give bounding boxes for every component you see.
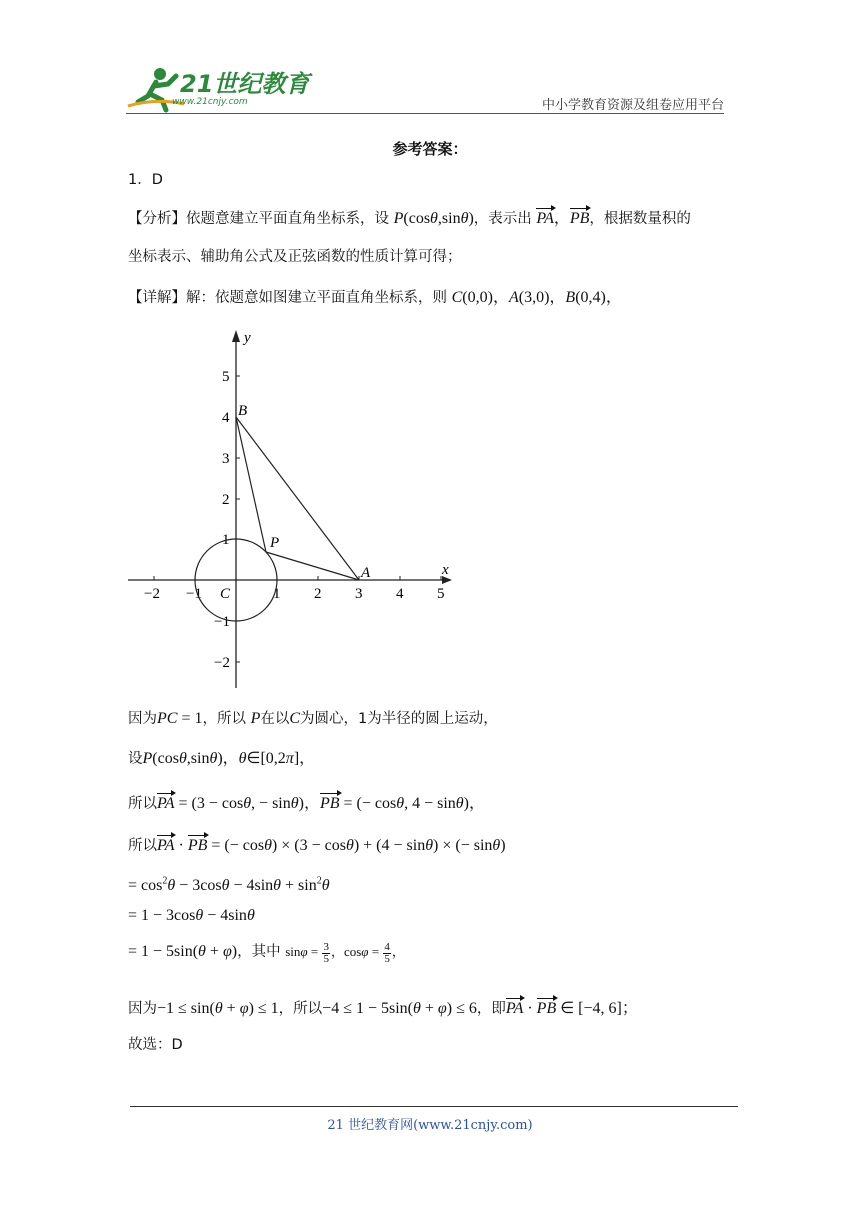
x-tick-label: 2 (314, 586, 322, 602)
y-tick-label: 4 (222, 410, 230, 426)
formula-expression-range: −4 ≤ 1 − 5sin(θ + φ) ≤ 6 (322, 1000, 477, 1017)
solution-line-8 (128, 995, 638, 1018)
header-divider (126, 113, 724, 114)
analysis-line-1 (128, 205, 691, 228)
analysis-tag: 【分析】 (128, 211, 186, 227)
solution-line-7 (128, 940, 405, 965)
y-tick-label: 1 (222, 532, 230, 548)
y-tick-label: 2 (222, 492, 230, 508)
formula-dot-product: PA · PB = (− cosθ) × (3 − cosθ) + (4 − sinθ) × (− sinθ) (157, 837, 506, 854)
footer-divider (130, 1106, 738, 1107)
analysis-text-a: 依题意建立平面直角坐标系，设 (186, 211, 389, 227)
x-tick-label: −2 (144, 586, 160, 602)
solution-line-1 (128, 707, 498, 728)
detail-tag: 【详解】 (128, 290, 186, 306)
solution-line-2 (128, 745, 315, 768)
analysis-text-c: ，根据数量积的 (589, 211, 691, 227)
text-because: 因为 (128, 1001, 157, 1017)
formula-vectors: PA，PB (536, 210, 590, 227)
logo-text: 21世纪教育 (180, 70, 310, 98)
question-number: 1．D (128, 172, 163, 188)
solution-line-6 (128, 907, 255, 925)
formula-coordinates: C(0,0)，A(3,0)，B(0,4)， (451, 289, 622, 306)
final-answer: 故选：D (128, 1037, 183, 1053)
answer-title: 参考答案： (392, 140, 468, 158)
x-tick-label: 3 (355, 586, 363, 602)
point-a-label: A (361, 565, 371, 581)
formula-c: C (289, 710, 301, 727)
formula-p: P (250, 710, 261, 727)
formula-vector-components: PA = (3 − cosθ, − sinθ)，PB = (− cosθ, 4 − sinθ)， (157, 795, 485, 812)
text-ie: ，即 (476, 1001, 506, 1017)
solution-line-3 (128, 790, 485, 813)
y-axis-label: y (244, 330, 251, 346)
text-in: 在以 (260, 711, 290, 727)
formula-p-def: P(cosθ,sinθ) (393, 210, 474, 227)
text-so: 所以 (128, 796, 157, 812)
solution-line-4 (128, 834, 506, 855)
y-tick-label: −1 (214, 614, 230, 630)
detail-line-1 (128, 284, 622, 307)
formula-result: PA · PB ∈ [−4, 6]； (505, 1000, 638, 1017)
formula-sin-phi: sinφ = $\frac{3}{5}$ ，cosφ = $\frac{4}{5}$ ， (285, 940, 405, 965)
point-c-label: C (220, 586, 231, 602)
formula-aux-angle: = 1 − 5sin(θ + φ) (128, 943, 238, 960)
x-tick-label: 5 (437, 586, 445, 602)
platform-name: 中小学教育资源及组卷应用平台 (541, 98, 724, 113)
text-so: ，所以 (278, 1001, 323, 1017)
formula-sin-range: −1 ≤ sin(θ + φ) ≤ 1 (157, 1000, 279, 1017)
text-because: 因为 (128, 711, 157, 727)
segment-pa (266, 552, 359, 580)
footer-link[interactable]: 21 世纪教育网(www.21cnjy.com) (327, 1118, 533, 1133)
text-so: 所以 (128, 838, 157, 854)
y-tick-label: −2 (214, 655, 230, 671)
point-p-label: P (270, 535, 280, 551)
x-tick-label: 1 (273, 586, 281, 602)
analysis-line-2: 坐标表示、辅助角公式及正弦函数的性质计算可得； (128, 249, 462, 265)
text-set: 设 (128, 751, 143, 767)
coordinate-figure (120, 322, 470, 694)
text-where: ，其中 (237, 944, 281, 960)
point-b-label: B (238, 403, 248, 419)
formula-pc: PC = 1 (157, 710, 203, 727)
x-tick-label: −1 (186, 586, 202, 602)
formula-expand: = $\cos^2\theta - 3\cos\theta - 4\sin\theta + \sin^2\theta$ (128, 876, 330, 895)
x-tick-label: 4 (396, 586, 404, 602)
text-so: ，所以 (202, 711, 246, 727)
text-center: 为圆心，1为半径的圆上运动， (300, 711, 498, 727)
formula-simplify: = 1 − 3cosθ − 4sinθ (128, 907, 255, 924)
detail-text-a: 解：依题意如图建立平面直角坐标系，则 (186, 290, 447, 306)
x-axis-label: x (442, 562, 449, 578)
y-tick-label: 5 (222, 369, 230, 385)
solution-line-5 (128, 876, 330, 895)
y-tick-label: 3 (222, 451, 230, 467)
formula-p-param: P(cosθ,sinθ)，θ∈[0,2π]， (142, 750, 316, 767)
analysis-text-b: ，表示出 (473, 211, 532, 227)
y-axis-arrow-icon (232, 330, 240, 342)
logo-url: www.21cnjy.com (172, 97, 248, 107)
